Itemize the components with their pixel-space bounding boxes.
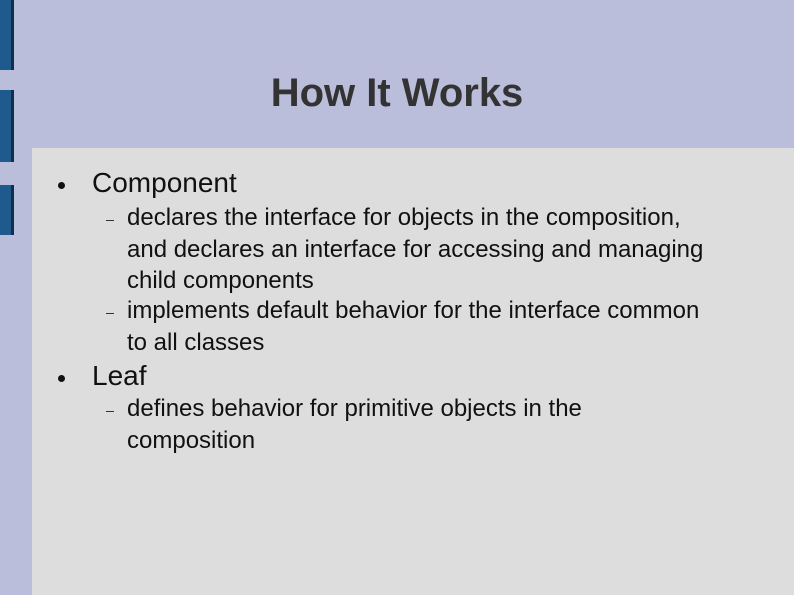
dash-icon [106,411,114,412]
bullet-component: Component [92,167,237,198]
dash-icon [106,220,114,221]
dash-icon [106,313,114,314]
slide-title: How It Works [270,71,524,115]
bullet-dot [58,375,65,382]
accent-bar [0,185,14,235]
accent-bar [0,0,14,70]
sub-bullet-defines: defines behavior for primitive objects in the composition [127,395,582,454]
sub-bullet-implements: implements default behavior for the interface common to all classes [127,297,700,356]
bullet-dot [58,182,65,189]
bullet-leaf: Leaf [92,360,147,391]
sub-bullet-declares: declares the interface for objects in the composition, and declares an interface for accessing and managing child components [127,204,704,294]
